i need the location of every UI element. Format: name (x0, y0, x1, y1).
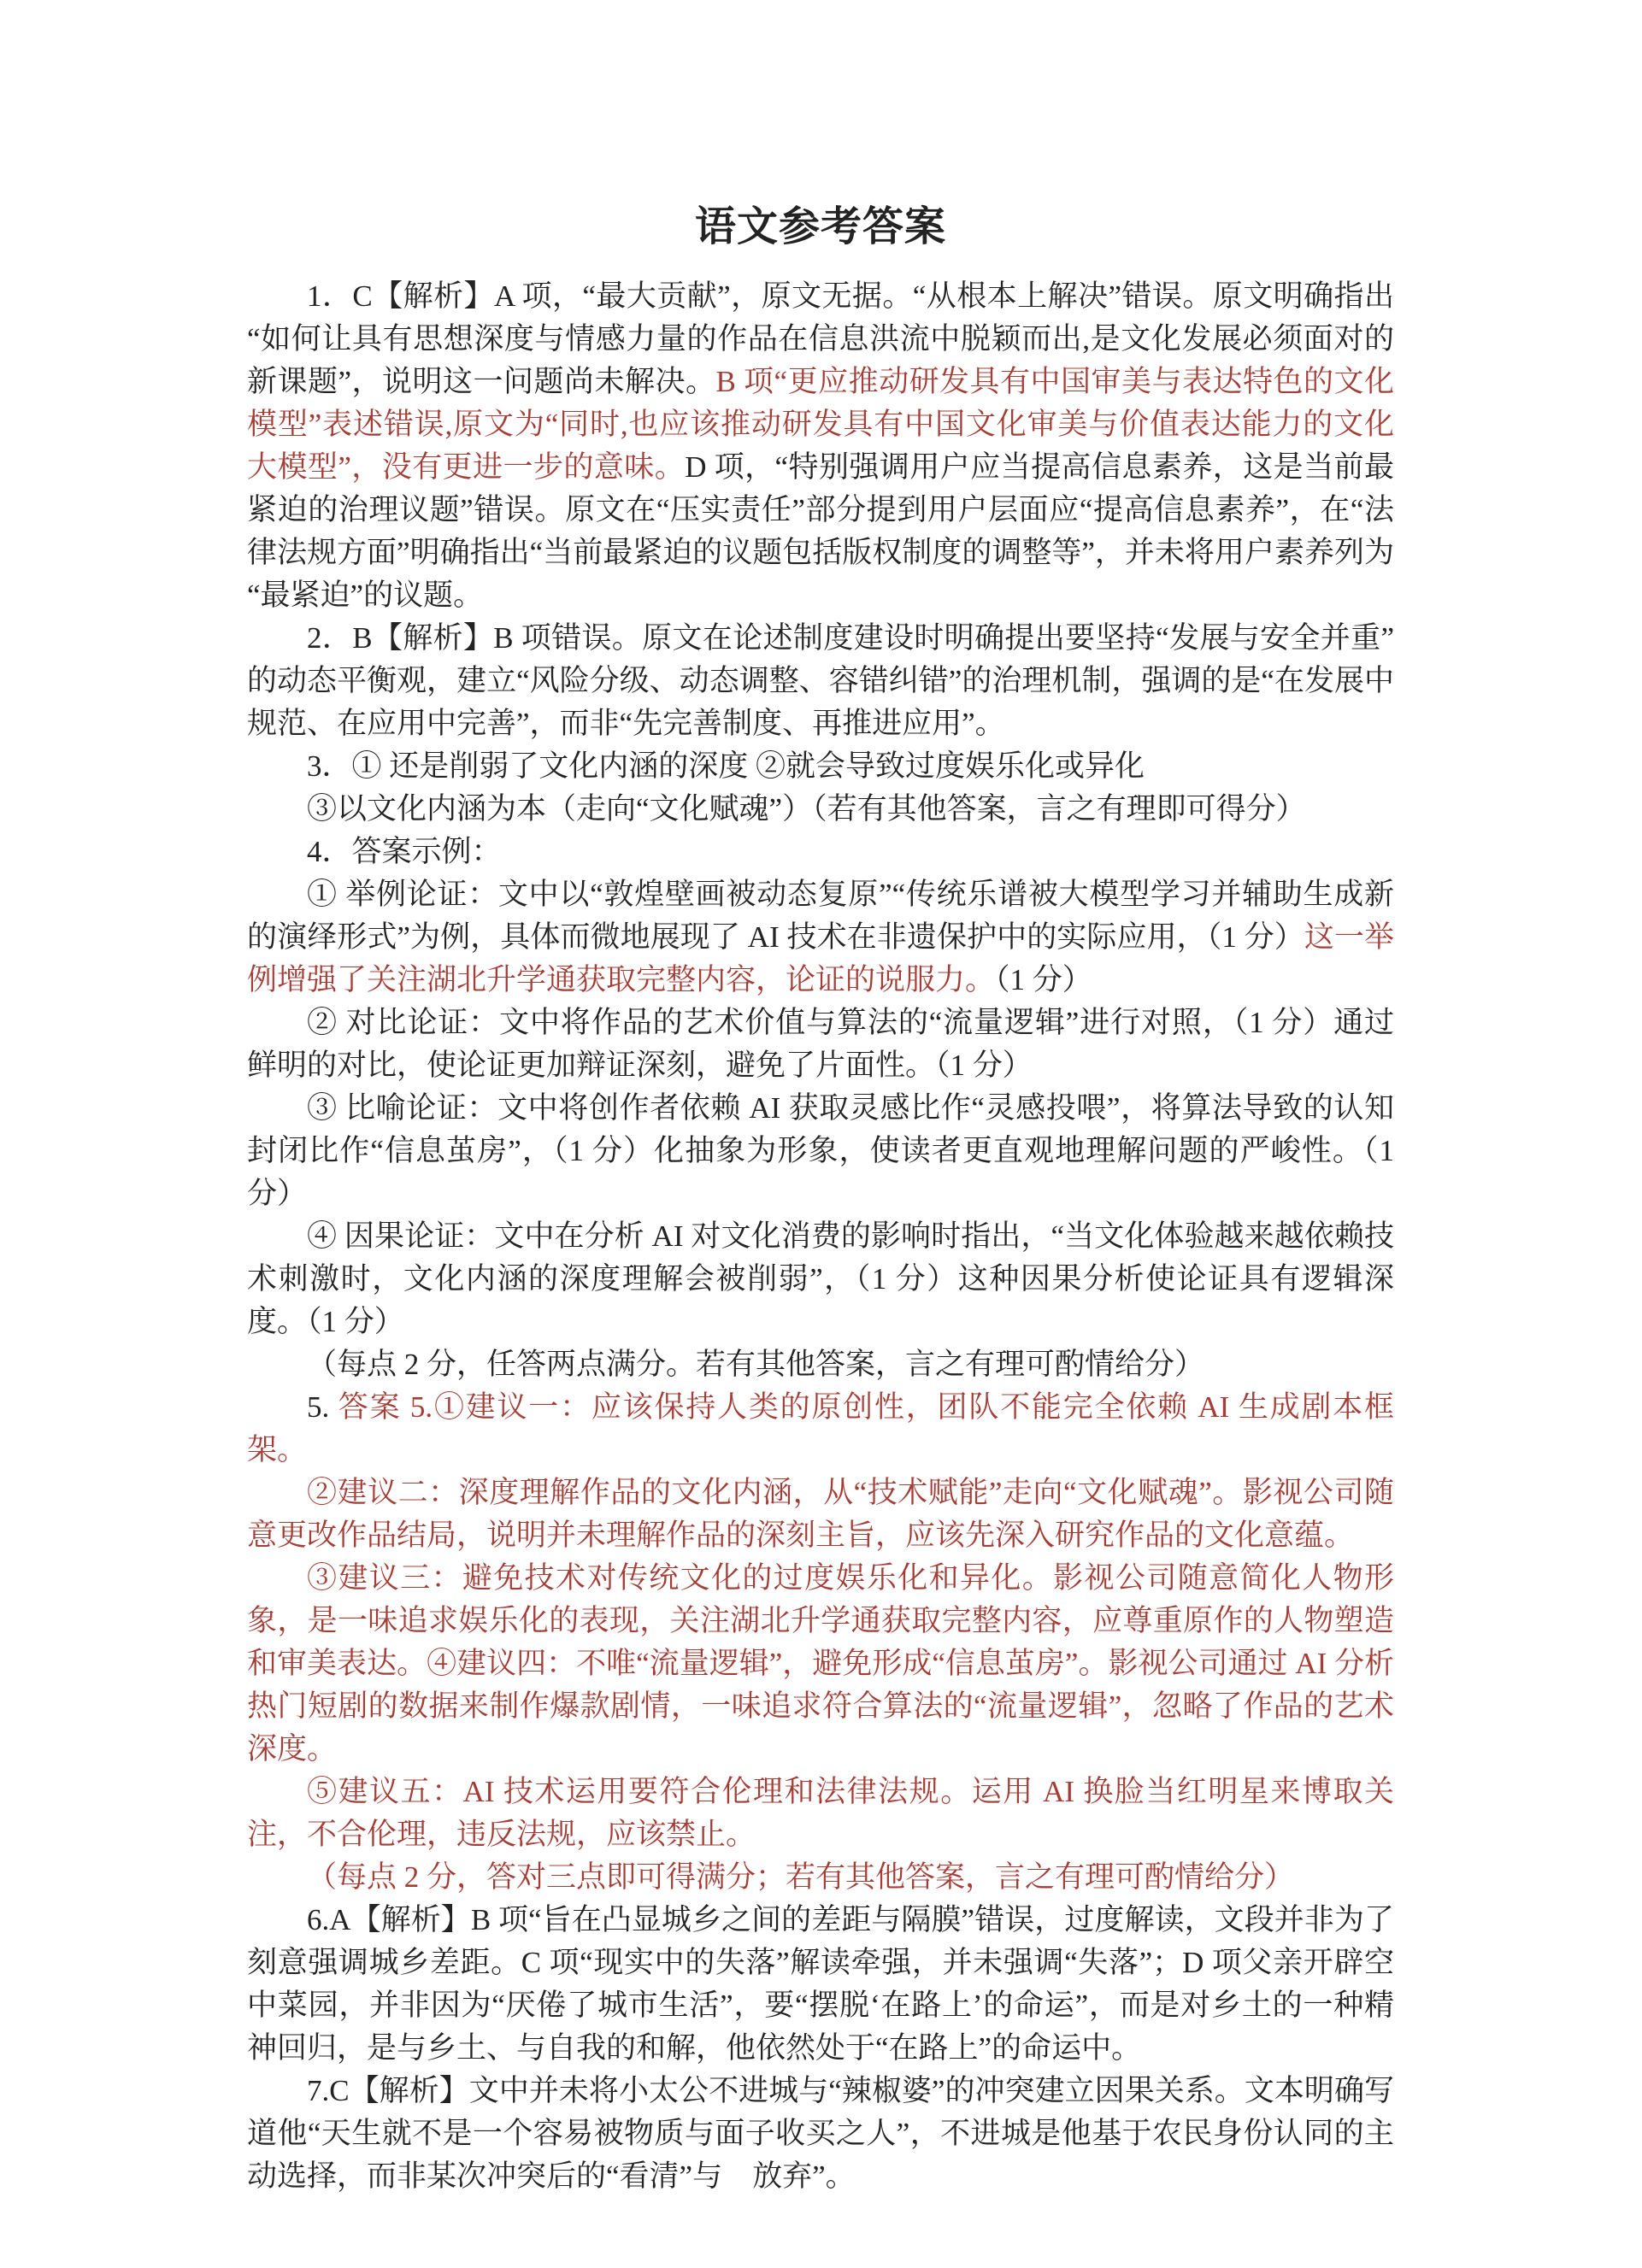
text-segment: （每点 2 分，答对三点即可得满分；若有其他答案，言之有理可酌情给分） (307, 1860, 1295, 1894)
text-segment: ③ 比喻论证：文中将创作者依赖 AI 获取灵感比作“灵感投喂”，将算法导致的认知封闭比作“信息茧房”，（1 分）化抽象为形象，使读者更直观地理解问题的严峻性。（1 分） (247, 1091, 1394, 1210)
text-segment: 7.C【解析】文中并未将小太公不进城与“辣椒婆”的冲突建立因果关系。文本明确写道他“天生就不是一个容易被物质与面子收买之人”，不进城是他基于农民身份认同的主动选择，而非某次冲突后的“看清”与 放弃”。 (247, 2074, 1394, 2193)
paragraph (247, 1002, 1394, 1087)
answer-text (247, 275, 1394, 2198)
text-segment: ③建议三：避免技术对传统文化的过度娱乐化和异化。影视公司随意简化人物形象，是一味追求娱乐化的表现，关注湖北升学通获取完整内容，应尊重原作的人物塑造和审美表达。④建议四：不唯“流量逻辑”，避免形成“信息茧房”。影视公司通过 AI 分析热门短剧的数据来制作爆款剧情，一味追求符合算法的“流量逻辑”，忽略了作品的艺术深度。 (247, 1561, 1394, 1766)
paragraph (247, 1343, 1394, 1386)
text-segment: 6.A【解析】B 项“旨在凸显城乡之间的差距与隔膜”错误，过度解读，文段并非为了刻意强调城乡差距。C 项“现实中的失落”解读牵强，并未强调“失落”；D 项父亲开辟空中菜园，并非因为“厌倦了城市生活”，要“摆脱‘在路上’的命运”，而是对乡土的一种精神回归，是与乡土、与自我的和解，他依然处于“在路上”的命运中。 (247, 1903, 1394, 2065)
paragraph (247, 1087, 1394, 1215)
paragraph (247, 1215, 1394, 1343)
paragraph (247, 275, 1394, 617)
text-segment: D 项，“特别强调用户应当提高信息素养，这是当前最紧迫的治理议题”错误。原文在“压实责任”部分提到用户层面应“提高信息素养”，在“法律法规方面”明确指出“当前最紧迫的议题包括版权制度的调整等”，并未将用户素养列为“最紧迫”的议题。 (247, 450, 1394, 612)
paragraph (247, 617, 1394, 745)
text-segment: B 项“更应推动研发具有中国审美与表达特色的文化模型”表述错误,原文为“同时,也应该推动研发具有中国文化审美与价值表达能力的文化大模型”，没有更进一步的意味。 (247, 365, 1394, 484)
text-segment: ③以文化内涵为本（走向“文化赋魂”）（若有其他答案，言之有理即可得分） (307, 792, 1306, 826)
paragraph (247, 1771, 1394, 1856)
text-segment: 3．① 还是削弱了文化内涵的深度 ②就会导致过度娱乐化或异化 (307, 749, 1145, 783)
paragraph (247, 1856, 1394, 1899)
text-segment: ② 对比论证：文中将作品的艺术价值与算法的“流量逻辑”进行对照，（1 分）通过鲜明的对比，使论证更加辩证深刻，避免了片面性。（1 分） (247, 1006, 1394, 1082)
paragraph (247, 1557, 1394, 1771)
text-segment: （1 分） (995, 963, 1092, 996)
text-segment: ④ 因果论证：文中在分析 AI 对文化消费的影响时指出，“当文化体验越来越依赖技术刺激时，文化内涵的深度理解会被削弱”，（1 分）这种因果分析使论证具有逻辑深度。（1 分） (247, 1219, 1394, 1338)
paragraph (247, 1386, 1394, 1472)
paragraph (247, 2070, 1394, 2198)
page-content (247, 203, 1394, 2198)
text-segment: 答案 5.①建议一：应该保持人类的原创性，团队不能完全依赖 AI 生成剧本框架。 (247, 1390, 1395, 1466)
page-title: 语文参考答案 (694, 204, 946, 250)
text-segment: 4．答案示例： (307, 835, 502, 868)
paragraph (247, 831, 1394, 873)
text-segment: ②建议二：深度理解作品的文化内涵，从“技术赋能”走向“文化赋魂”。影视公司随意更改作品结局，说明并未理解作品的深刻主旨，应该先深入研究作品的文化意蕴。 (247, 1476, 1394, 1552)
paragraph (247, 1899, 1394, 2070)
paragraph (247, 788, 1394, 831)
text-segment: 5. (307, 1390, 338, 1424)
text-segment: ① 举例论证：文中以“敦煌壁画被动态复原”“传统乐谱被大模型学习并辅助生成新的演绎形式”为例，具体而微地展现了 AI 技术在非遗保护中的实际应用，（1 分） (247, 878, 1394, 954)
text-segment: （每点 2 分，任答两点满分。若有其他答案，言之有理可酌情给分） (307, 1348, 1205, 1381)
text-segment: ⑤建议五：AI 技术运用要符合伦理和法律法规。运用 AI 换脸当红明星来博取关注，不合伦理，违反法规，应该禁止。 (247, 1775, 1394, 1851)
text-segment: 1．C【解析】A 项，“最大贡献”，原文无据。“从根本上解决”错误。原文明确指出“如何让具有思想深度与情感力量的作品在信息洪流中脱颖而出,是文化发展必须面对的新课题”，说明这一问题尚未解决。 (247, 279, 1394, 398)
text-segment: 这一举例增强了关注湖北升学通获取完整内容，论证的说服力。 (247, 920, 1394, 996)
paragraph (247, 745, 1394, 788)
paragraph (247, 873, 1394, 1002)
text-segment: 2．B【解析】B 项错误。原文在论述制度建设时明确提出要坚持“发展与安全并重”的动态平衡观，建立“风险分级、动态调整、容错纠错”的治理机制，强调的是“在发展中规范、在应用中完善”，而非“先完善制度、再推进应用”。 (247, 621, 1394, 740)
paragraph (247, 1472, 1394, 1557)
